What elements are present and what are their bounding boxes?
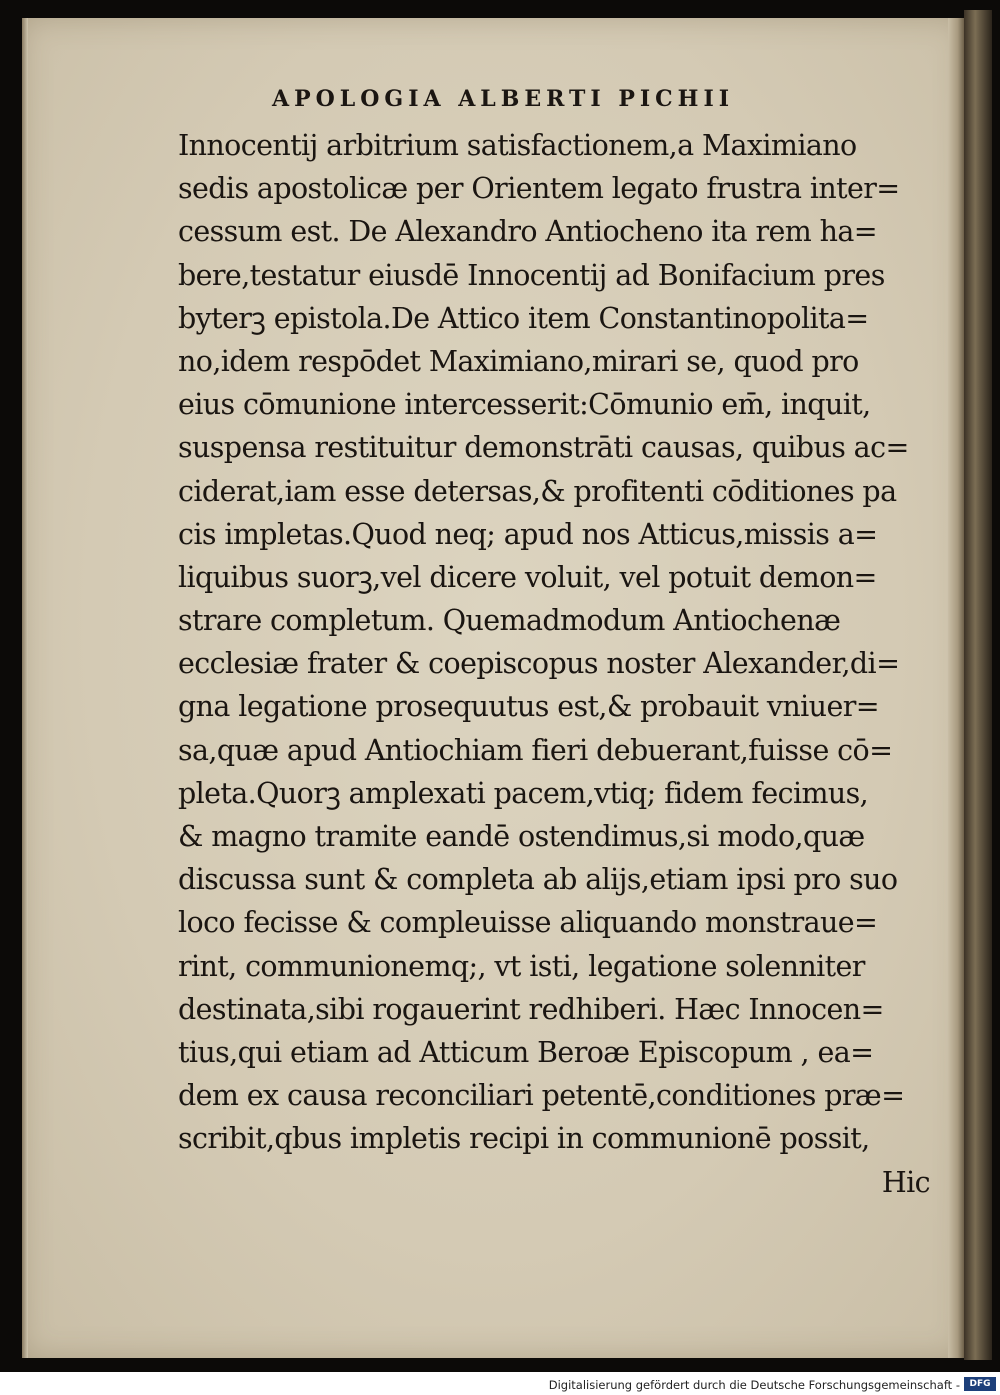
catchword: Hic (881, 1165, 930, 1199)
text-line: gna legatione prosequutus est,& probauit vniuer= (178, 690, 880, 724)
text-line: bere,testatur eiusdē Innocentij ad Bonifacium pres (178, 258, 885, 292)
text-line: strare completum. Quemadmodum Antiochenæ (178, 604, 841, 638)
text-line: scribit,qbus impletis recipi in communionē possit, (178, 1122, 870, 1156)
text-line: discussa sunt & completa ab alijs,etiam ipsi pro suo (178, 863, 898, 897)
text-line: cessum est. De Alexandro Antiocheno ita rem ha= (178, 215, 878, 249)
text-line: dem ex causa reconciliari petentē,conditiones præ= (178, 1079, 905, 1113)
body-text (178, 124, 934, 1204)
dfg-logo: DFG (964, 1377, 996, 1391)
text-line: destinata,sibi rogauerint redhiberi. Hæc Innocen= (178, 992, 884, 1026)
funding-credit: Digitalisierung gefördert durch die Deutsche Forschungsgemeinschaft - (548, 1378, 960, 1392)
text-line: rint, communionemq;, vt isti, legatione solenniter (178, 949, 865, 983)
text-line: pleta.Quorꝫ amplexati pacem,vtiq; fidem fecimus, (178, 776, 869, 810)
text-line: loco fecisse & compleuisse aliquando monstraue= (178, 906, 878, 940)
adjacent-page-edge (964, 10, 992, 1360)
text-line: liquibus suorꝫ,vel dicere voluit, vel potuit demon= (178, 560, 877, 594)
text-line: cis impletas.Quod neq; apud nos Atticus,missis a= (178, 517, 878, 551)
running-head: APOLOGIA ALBERTI PICHII (272, 86, 735, 112)
text-line: tius,qui etiam ad Atticum Beroæ Episcopum , ea= (178, 1035, 874, 1069)
text-line: ecclesiæ frater & coepiscopus noster Alexander,di= (178, 647, 900, 681)
text-line: suspensa restituitur demonstrāti causas, quibus ac= (178, 431, 909, 465)
page-left-edge (22, 18, 28, 1358)
text-line: eius cōmunione intercesserit:Cōmunio em̄, inquit, (178, 388, 871, 422)
text-line: sa,quæ apud Antiochiam fieri debuerant,fuisse cō= (178, 733, 893, 767)
text-line: no,idem respōdet Maximiano,mirari se, quod pro (178, 344, 859, 378)
page-gutter-shadow (948, 18, 964, 1358)
text-line: byterꝫ epistola.De Attico item Constantinopolita= (178, 301, 869, 335)
text-line: Innocentij arbitrium satisfactionem,a Maximiano (178, 129, 857, 162)
text-line: sedis apostolicæ per Orientem legato frustra inter= (178, 172, 900, 206)
text-line: ciderat,iam esse detersas,& profitenti cōditiones pa (178, 474, 897, 508)
text-line: & magno tramite eandē ostendimus,si modo,quæ (178, 820, 865, 853)
